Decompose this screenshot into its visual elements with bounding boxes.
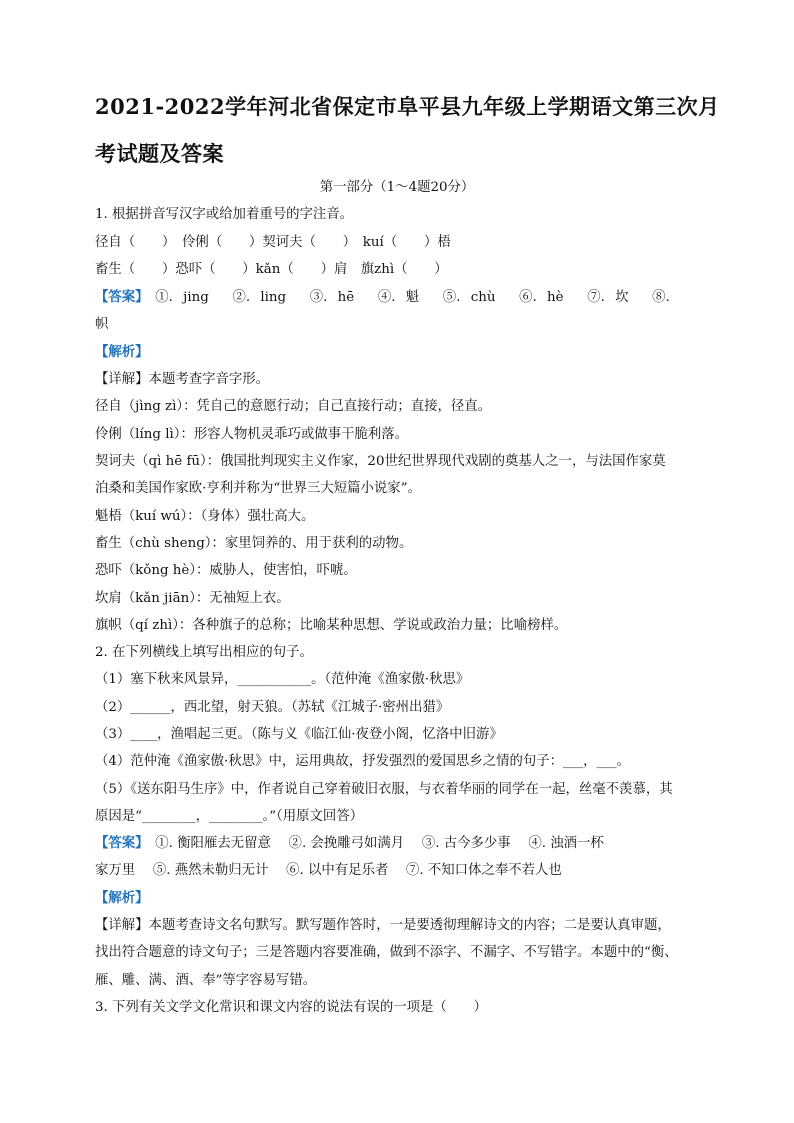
question-1-stem: 1. 根据拼音写汉字或给加着重号的字注音。 bbox=[95, 207, 354, 222]
answer-text: ①. 衡阳雁去无留意 ②. 会挽雕弓如满月 ③. 古今多少事 ④. 浊酒一杯 bbox=[141, 836, 604, 851]
explanation-line: 泊桑和美国作家欧·亨利并称为“世界三大短篇小说家”。 bbox=[95, 481, 421, 496]
answer-tag: 【答案】 bbox=[95, 835, 142, 851]
question-1-row-1: 径自（ ） 伶俐（ ）契诃夫（ ） kuí（ ）梧 bbox=[95, 235, 451, 250]
question-2-item: （4）范仲淹《渔家傲·秋思》中，运用典故，抒发强烈的爱国思乡之情的句子：___，___。 bbox=[95, 754, 631, 769]
question-2-stem: 2. 在下列横线上填写出相应的句子。 bbox=[95, 645, 313, 660]
question-2-detail-line: 【详解】本题考查诗文名句默写。默写题作答时，一是要透彻理解诗文的内容；二是要认真审题， bbox=[95, 918, 671, 933]
question-2-analysis-tag: 【解析】 bbox=[95, 890, 149, 906]
question-1-detail: 【详解】本题考查字音字形。 bbox=[95, 372, 270, 387]
explanation-line: 魁梧（kuí wú）：（身体）强壮高大。 bbox=[95, 509, 315, 524]
question-1-answer-cont: 帜 bbox=[95, 317, 109, 332]
question-1-row-2: 畜生（ ）恐吓（ ）kǎn（ ）肩 旗zhì（ ） bbox=[95, 262, 448, 277]
question-2-answer-cont: 家万里 ⑤. 燕然未勒归无计 ⑥. 以中有足乐者 ⑦. 不知口体之奉不若人也 bbox=[95, 863, 562, 878]
question-2-item: （2）______，西北望，射天狼。（苏轼《江城子·密州出猎》 bbox=[95, 700, 450, 715]
question-2-item: 原因是“________，________。”（用原文回答） bbox=[95, 809, 364, 824]
explanation-line: 恐吓（kǒng hè）：威胁人，使害怕，吓唬。 bbox=[95, 563, 357, 578]
question-1-answer bbox=[95, 291, 670, 304]
question-2-item: （3）____，渔唱起三更。（陈与义《临江仙·夜登小阁，忆洛中旧游》 bbox=[95, 727, 503, 742]
explanation-line: 旗帜（qí zhì）：各种旗子的总称；比喻某种思想、学说或政治力量；比喻榜样。 bbox=[95, 618, 568, 633]
document-title-line-2: 考试题及答案 bbox=[95, 141, 224, 166]
answer-tag: 【答案】 bbox=[95, 289, 142, 305]
question-3-stem: 3. 下列有关文学文化常识和课文内容的说法有误的一项是（ ） bbox=[95, 1000, 487, 1015]
explanation-line: 畜生（chù sheng）：家里饲养的、用于获利的动物。 bbox=[95, 536, 413, 551]
document-title-line-1: 2021-2022学年河北省保定市阜平县九年级上学期语文第三次月 bbox=[95, 94, 720, 119]
explanation-line: 伶俐（líng lì）：形容人物机灵乖巧或做事干脆利落。 bbox=[95, 427, 409, 442]
question-2-item: （5）《送东阳马生序》中，作者说自己穿着破旧衣服，与衣着华丽的同学在一起，丝毫不羡慕，其 bbox=[95, 782, 673, 797]
explanation-line: 坎肩（kǎn jiān）：无袖短上衣。 bbox=[95, 591, 290, 606]
question-2-detail-line: 找出符合题意的诗文句子；三是答题内容要准确，做到不添字、不漏字、不写错字。本题中的“衡、 bbox=[95, 945, 678, 960]
explanation-line: 契诃夫（qì hē fū）：俄国批判现实主义作家，20世纪世界现代戏剧的奠基人之一，与法国作家莫 bbox=[95, 454, 666, 469]
question-2-detail-line: 雁、雕、满、酒、奉”等字容易写错。 bbox=[95, 973, 317, 988]
question-2-answer bbox=[95, 837, 604, 850]
question-2-item: （1）塞下秋来风景异，___________。（范仲淹《渔家傲·秋思》 bbox=[95, 672, 470, 687]
explanation-line: 径自（jìng zì）：凭自己的意愿行动；自己直接行动；直接，径直。 bbox=[95, 399, 492, 414]
question-1-analysis-tag: 【解析】 bbox=[95, 344, 149, 360]
answer-text: ①. jing ②. ling ③. hē ④. 魁 ⑤. chù ⑥. hè ⑦. 坎 ⑧. bbox=[141, 290, 670, 305]
section-heading: 第一部分（1～4题20分） bbox=[319, 180, 475, 195]
